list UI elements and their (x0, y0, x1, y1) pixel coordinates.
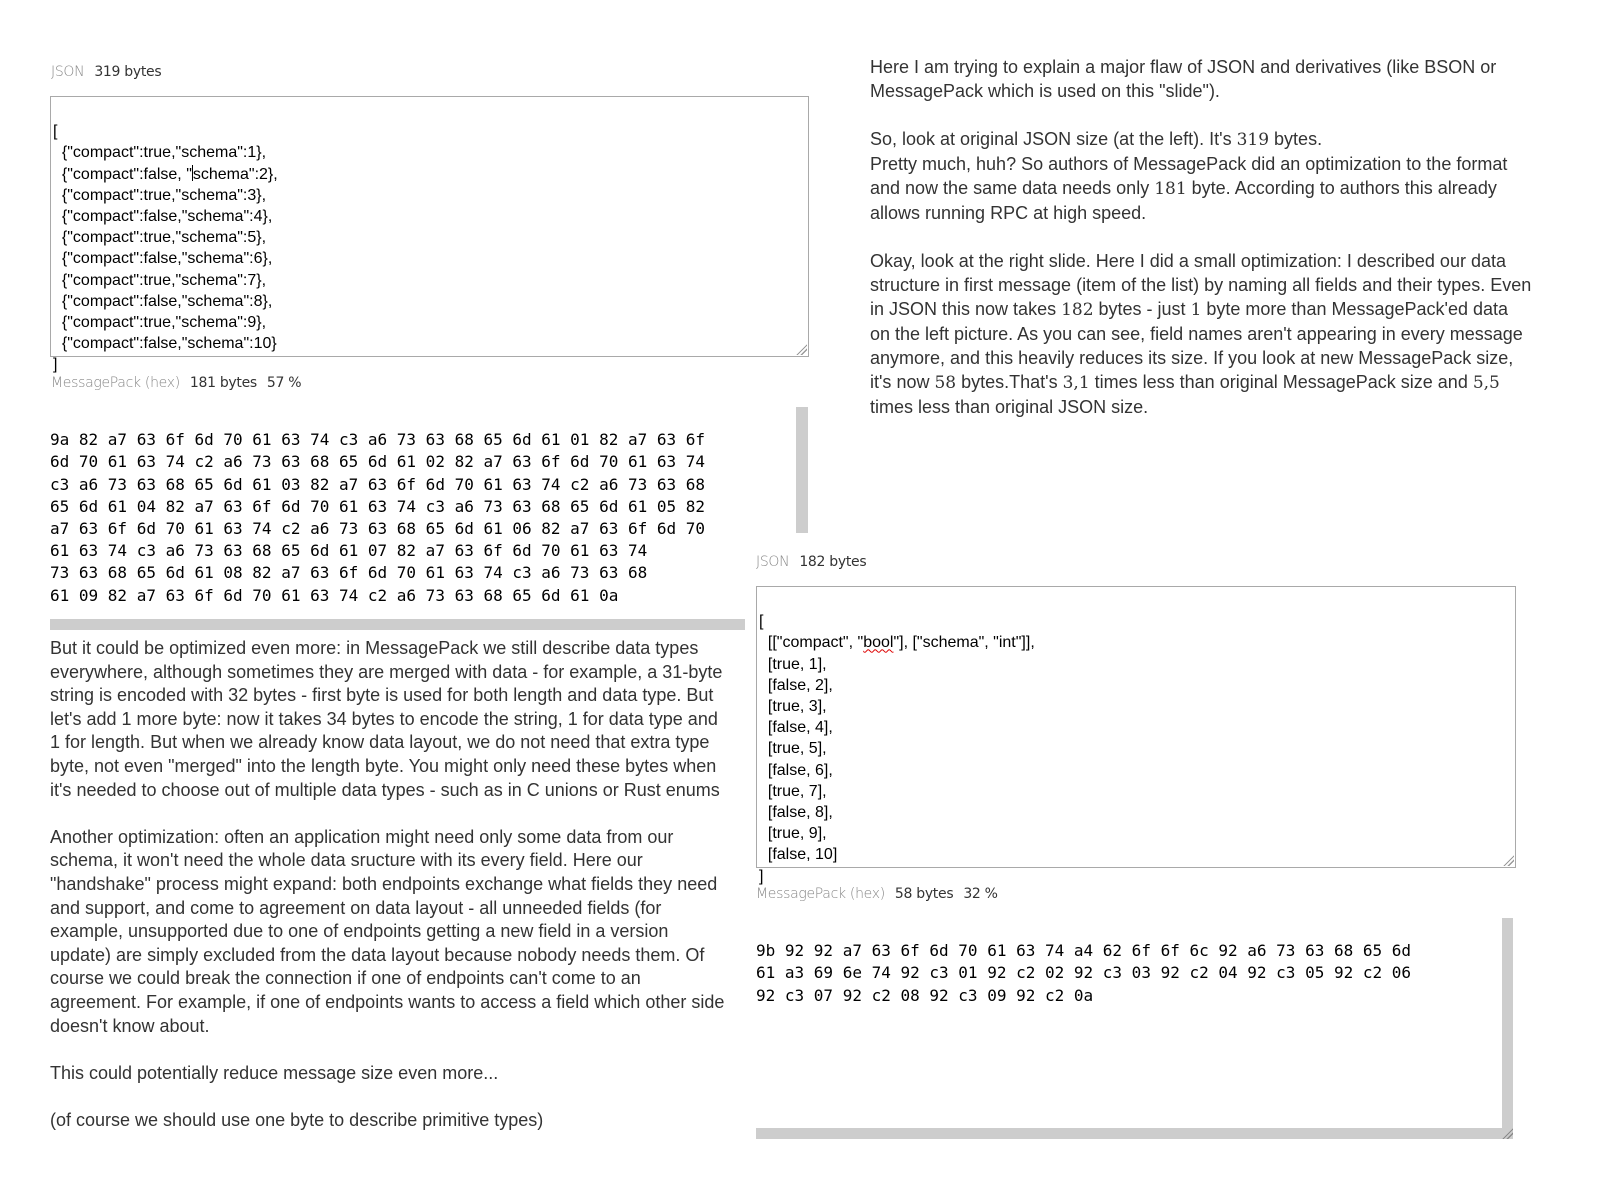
left-json-label: JSON (51, 64, 85, 80)
left-json-textarea[interactable] (50, 96, 809, 374)
left-hex-output (50, 407, 795, 605)
spellcheck-word: bool (863, 634, 894, 652)
left-msgpack-label: MessagePack (hex) (51, 375, 180, 391)
left-msgpack-header (51, 375, 311, 391)
right-hex-output (756, 918, 1501, 1128)
left-json-line: {"compact":false,"schema":10} (53, 335, 277, 353)
hex-line: 73 63 68 65 6d 61 08 82 a7 63 6f 6d 70 61 63 74 c3 a6 73 63 68 (50, 563, 648, 583)
right-msgpack-percent: 32 % (963, 886, 998, 902)
hex-line: 9b 92 92 a7 63 6f 6d 70 61 63 74 a4 62 6f 6f 6c 92 a6 73 63 68 65 6d (756, 941, 1412, 961)
hex-line: c3 a6 73 63 68 65 6d 61 03 82 a7 63 6f 6d 70 61 63 74 c2 a6 73 63 68 (50, 474, 706, 494)
hex-line: 9a 82 a7 63 6f 6d 70 61 63 74 c3 a6 73 63 68 65 6d 61 01 82 a7 63 6f (50, 430, 706, 450)
right-json-schema-line: [["compact", "bool"], ["schema", "int"]], (759, 634, 1035, 652)
left-json-line: {"compact":true,"schema":1}, (53, 144, 267, 162)
right-hex-vertical-scrollbar[interactable] (1502, 918, 1513, 1128)
hex-line: 61 a3 69 6e 74 92 c3 01 92 c2 02 92 c3 03 92 c2 04 92 c3 05 92 c2 06 (756, 963, 1412, 983)
left-msgpack-size: 181 bytes (189, 375, 257, 391)
right-json-line: [false, 10] (759, 846, 838, 864)
right-json-line: ] (759, 867, 764, 885)
left-json-line: {"compact":true,"schema":7}, (53, 271, 267, 289)
left-explanation (50, 637, 730, 1132)
right-json-size: 182 bytes (799, 554, 867, 570)
optimization-paragraph-3: This could potentially reduce message size even more... (50, 1062, 499, 1083)
left-json-line: {"compact":true,"schema":9}, (53, 314, 267, 332)
hex-line: a7 63 6f 6d 70 61 63 74 c2 a6 73 63 68 65 6d 61 06 82 a7 63 6f 6d 70 (50, 519, 706, 539)
right-json-line: [true, 3], (759, 698, 827, 716)
right-json-line: [true, 7], (759, 782, 827, 800)
hex-line: 6d 70 61 63 74 c2 a6 73 63 68 65 6d 61 02 82 a7 63 6f 6d 70 61 63 74 (50, 452, 706, 472)
left-json-line: {"compact":false,"schema":8}, (53, 292, 273, 310)
right-explanation (870, 55, 1532, 419)
right-hex-horizontal-scrollbar[interactable] (756, 1128, 1513, 1139)
hex-line: 92 c3 07 92 c2 08 92 c3 09 92 c2 0a (756, 985, 1094, 1005)
right-json-line: [false, 2], (759, 676, 833, 694)
left-json-header (51, 64, 171, 80)
right-json-textarea[interactable] (756, 586, 1516, 885)
explanation-paragraph-3: Okay, look at the right slide. Here I did a small optimization: I described our data structure in first message (item of the list) by naming all fields and their types. Even in JSON this now takes 182 bytes - just 1 byte more than MessagePack'ed data on the left picture. As you can see, field names aren't appearing in every message anymore, and this heavily reduces its size. If you look at new MessagePack size, it's now 58 bytes.That's 3,1 times less than original MessagePack size and 5,5 times less than original JSON size. (870, 251, 1532, 417)
hex-line: 61 63 74 c3 a6 73 63 68 65 6d 61 07 82 a7 63 6f 6d 70 61 63 74 (50, 541, 648, 561)
resize-grip-icon[interactable] (1503, 855, 1514, 866)
left-slide-horizontal-scrollbar[interactable] (50, 619, 745, 630)
right-msgpack-size: 58 bytes (894, 886, 954, 902)
optimization-paragraph-4: (of course we should use one byte to describe primitive types) (50, 1109, 544, 1130)
left-json-line: {"compact":true,"schema":5}, (53, 229, 267, 247)
left-json-size: 319 bytes (94, 64, 162, 80)
right-json-line: [ (759, 613, 764, 631)
left-json-line: {"compact":false,"schema":6}, (53, 250, 273, 268)
hex-line: 65 6d 61 04 82 a7 63 6f 6d 70 61 63 74 c3 a6 73 63 68 65 6d 61 05 82 (50, 496, 706, 516)
right-json-line: [true, 1], (759, 655, 827, 673)
left-json-line: {"compact":true,"schema":3}, (53, 186, 267, 204)
explanation-paragraph-2: So, look at original JSON size (at the left). It's 319 bytes. Pretty much, huh? So authors of MessagePack did an optimization to the format and now the same data needs only 181 byte. According to authors this already allows running RPC at high speed. (870, 129, 1508, 223)
resize-grip-icon[interactable] (796, 344, 807, 355)
optimization-paragraph-2: Another optimization: often an application might need only some data from our schema, it won't need the whole data sructure with its every field. Here our "handshake" process might expand: both endpoints exchange what fields they need and support, and come to agreement on data layout - all unneeded fields (for example, unsupported due to one of endpoints getting a new field in a version update) are simply excluded from the data layout because nobody needs them. Of course we could break the connection if one of endpoints can't come to an agreement. For example, if one of endpoints wants to access a field which other side doesn't know about. (50, 826, 725, 1036)
right-json-header (756, 554, 876, 570)
right-json-line: [true, 5], (759, 740, 827, 758)
left-msgpack-percent: 57 % (266, 375, 302, 391)
left-json-line: ] (53, 356, 58, 374)
resize-grip-icon[interactable] (1502, 1128, 1513, 1139)
right-json-line: [true, 9], (759, 825, 827, 843)
left-json-line-with-caret: {"compact":false, "schema":2}, (53, 165, 278, 183)
right-json-line: [false, 6], (759, 761, 833, 779)
explanation-paragraph-1: Here I am trying to explain a major flaw of JSON and derivatives (like BSON or MessagePack which is used on this "slide"). (870, 57, 1497, 101)
left-json-line: [ (53, 123, 58, 141)
optimization-paragraph-1: But it could be optimized even more: in MessagePack we still describe data types everywhere, although sometimes they are merged with data - for example, a 31-byte string is encoded with 32 bytes - first byte is used for both length and data type. But let's add 1 more byte: now it takes 34 bytes to encode the string, 1 for data type and 1 for length. But when we already know data layout, we do not need that extra type byte, not even "merged" into the length byte. You might only need these bytes when it's needed to choose out of multiple data types - such as in C unions or Rust enums (50, 638, 723, 800)
left-json-line: {"compact":false,"schema":4}, (53, 208, 273, 226)
right-msgpack-header (756, 886, 1008, 902)
right-json-line: [false, 4], (759, 719, 833, 737)
left-hex-vertical-scrollbar[interactable] (796, 407, 808, 533)
right-json-label: JSON (756, 554, 790, 570)
right-msgpack-label: MessagePack (hex) (756, 886, 885, 902)
hex-line: 61 09 82 a7 63 6f 6d 70 61 63 74 c2 a6 73 63 68 65 6d 61 0a (50, 585, 619, 605)
right-json-line: [false, 8], (759, 804, 833, 822)
